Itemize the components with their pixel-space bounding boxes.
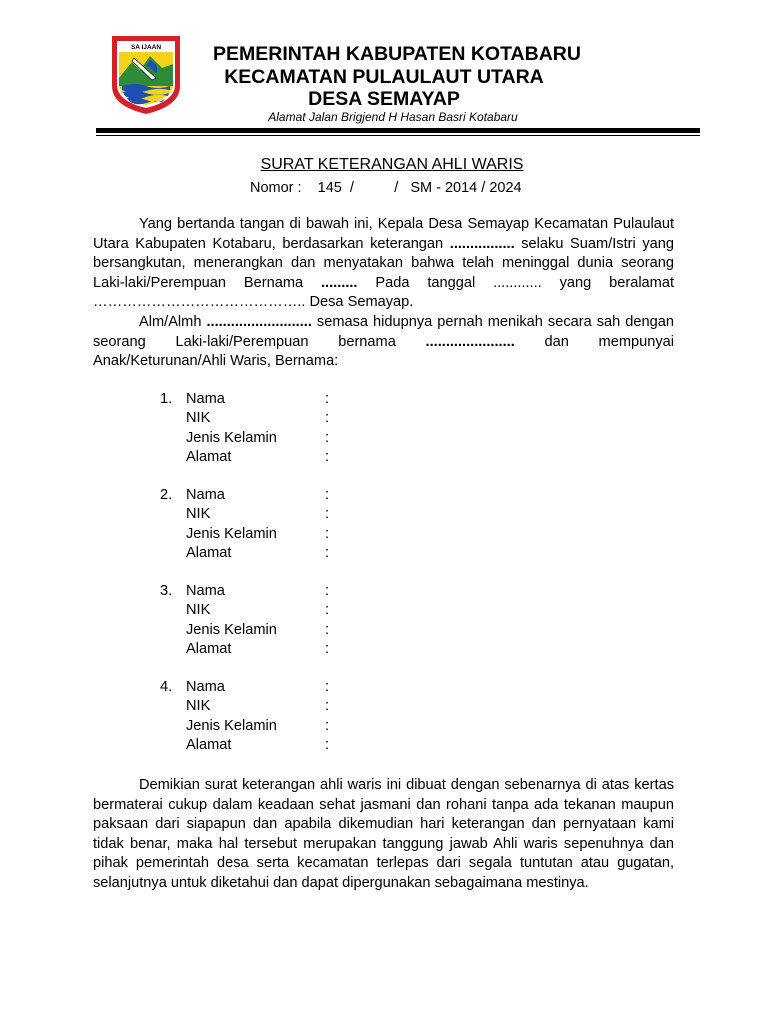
field-label-nik: NIK <box>186 602 211 619</box>
logo-text: SA IJAAN <box>130 44 162 51</box>
field-colon: : <box>325 391 330 407</box>
letterhead-government: PEMERINTAH KABUPATEN KOTABARU <box>213 43 581 65</box>
field-label-address: Alamat <box>186 640 232 657</box>
marriage-text-e: dan mempunyai Anak/Keturunan/Ahli Waris, Bernama: <box>93 333 674 369</box>
informant-blank: ................ <box>449 235 515 252</box>
letterhead-district: KECAMATAN PULAULAUT UTARA <box>224 66 544 88</box>
field-colon: : <box>325 621 330 638</box>
field-label-gender: Jenis Kelamin <box>186 429 277 446</box>
field-colon: : <box>325 736 330 753</box>
field-label-gender: Jenis Kelamin <box>186 525 277 542</box>
field-colon: : <box>325 429 330 446</box>
field-label-nik: NIK <box>186 698 211 715</box>
field-colon: : <box>325 640 330 657</box>
marriage-text-c: semasa hidupnya pernah menikah secara sah dengan seorang Laki-laki/Perempuan bernama <box>93 314 674 350</box>
letterhead-divider-thin <box>96 135 700 136</box>
field-colon: : <box>325 679 330 695</box>
document-title: SURAT KETERANGAN AHLI WARIS <box>260 156 524 173</box>
opening-text-c: selaku Suam/Istri yang bersangkutan, menerangkan dan menyatakan bahwa telah meninggal dunia seorang Laki-laki/Perempuan Bernama <box>93 235 674 291</box>
field-colon: : <box>325 487 330 503</box>
heir-number: 1. <box>160 391 173 407</box>
field-label-nik: NIK <box>186 410 211 427</box>
spouse-name-blank: ...................... <box>425 333 515 350</box>
heir-number: 3. <box>160 583 173 599</box>
field-label-nik: NIK <box>186 506 211 523</box>
heir-number: 4. <box>160 679 173 695</box>
field-colon: : <box>325 583 330 599</box>
alm-name-blank: .......................... <box>206 314 312 330</box>
field-colon: : <box>325 544 330 561</box>
marriage-text-a: Alm/Almh <box>139 314 207 330</box>
closing-paragraph: Demikian surat keterangan ahli waris ini dibuat dengan sebenarnya di atas kertas bermaterai cukup dalam keadaan sehat jasmani dan rohani tanpa ada tekanan maupun paksaan dari siapapun dan apabila dikemudian hari keterangan dan pernyataan kami tidak benar, maka hal tersebut merupakan tanggung jawab Ahli waris sepenuhnya dan pihak pemerintah desa serta kecamatan terlepas dari segala tuntutan atau gugatan, selanjutnya untuk diketahui dan dapat dipergunakan sebagaimana mestinya. <box>93 777 674 891</box>
opening-text-a: Yang bertanda tangan di bawah ini, Kepala Desa Semayap Kecamatan Pulaulaut Utara Kabupaten Kotabaru, berdasarkan keterangan <box>93 216 674 252</box>
field-colon: : <box>325 525 330 542</box>
opening-paragraph <box>93 215 674 313</box>
heir-number: 2. <box>160 487 173 503</box>
field-label-gender: Jenis Kelamin <box>186 621 277 638</box>
opening-text-e: Pada tanggal ............ yang beralamat …………………………………….. Desa Semayap. <box>93 274 675 310</box>
field-colon: : <box>325 698 330 715</box>
field-label-gender: Jenis Kelamin <box>186 717 277 734</box>
deceased-name-blank: ......... <box>321 274 358 291</box>
letterhead-address: Alamat Jalan Brigjend H Hasan Basri Kotabaru <box>268 110 518 124</box>
letterhead-divider-thick <box>96 128 700 133</box>
field-label-address: Alamat <box>186 544 232 561</box>
document-number: Nomor : 145 / / SM - 2014 / 2024 <box>250 180 522 196</box>
field-colon: : <box>325 717 330 734</box>
marriage-paragraph <box>93 313 674 372</box>
field-colon: : <box>325 602 330 619</box>
field-label-nama: Nama <box>186 391 225 407</box>
field-colon: : <box>325 506 330 523</box>
field-label-nama: Nama <box>186 679 225 695</box>
field-label-address: Alamat <box>186 448 232 465</box>
field-label-nama: Nama <box>186 583 225 599</box>
letterhead-village: DESA SEMAYAP <box>308 88 460 110</box>
field-label-address: Alamat <box>186 736 232 753</box>
field-colon: : <box>325 410 330 427</box>
field-label-nama: Nama <box>186 487 225 503</box>
field-colon: : <box>325 448 330 465</box>
